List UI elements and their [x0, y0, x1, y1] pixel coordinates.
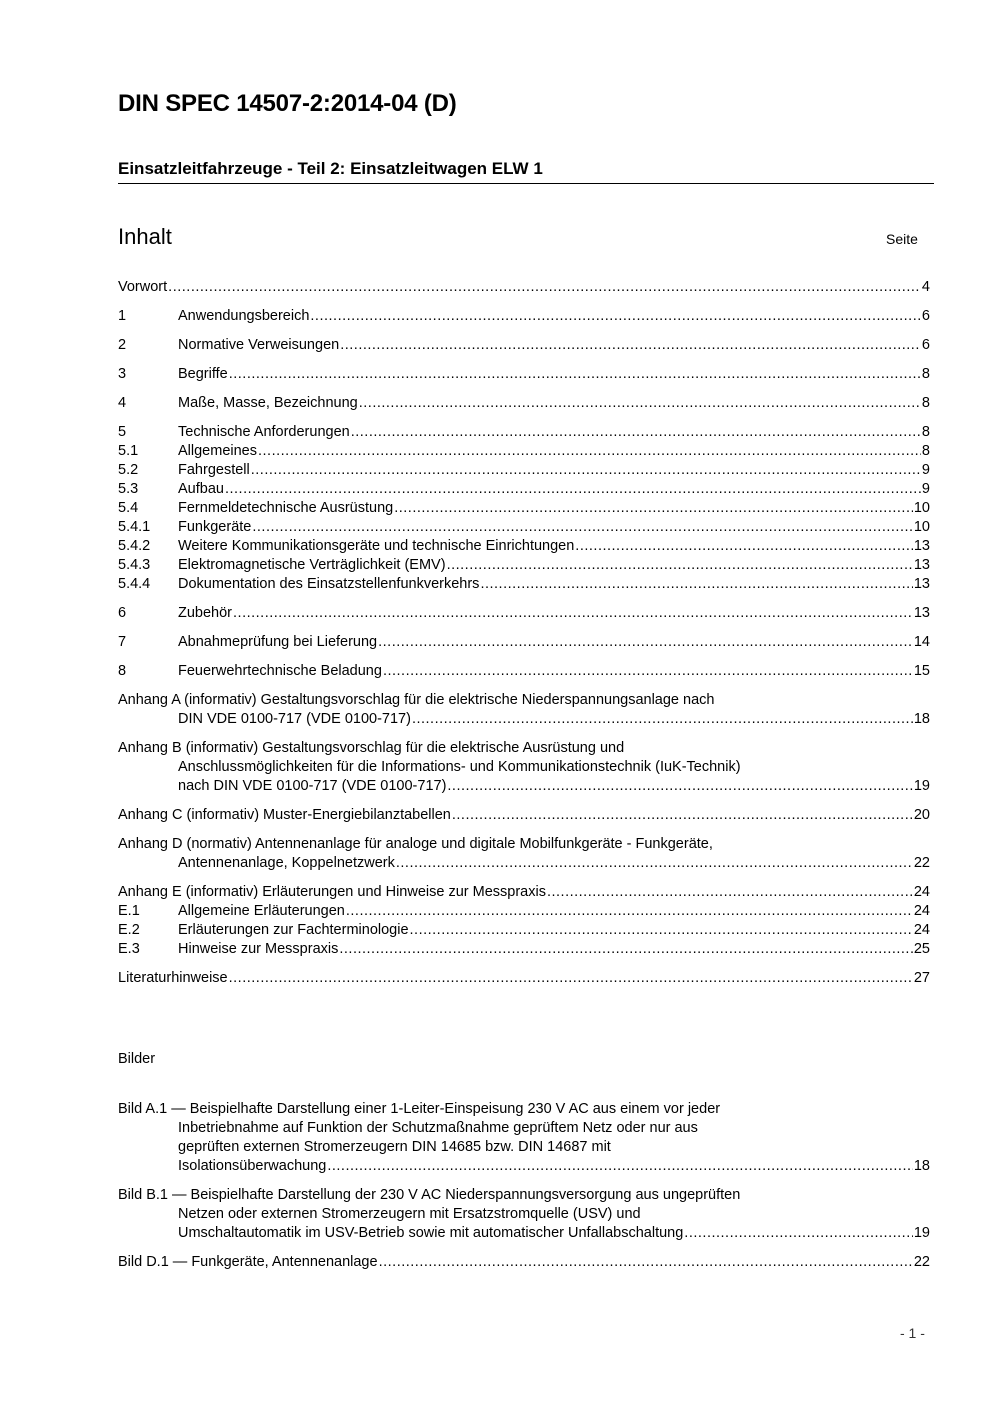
- toc-entry-page: 27: [913, 970, 930, 986]
- toc-entry-page: 13: [913, 576, 930, 592]
- page-number: - 1 -: [900, 1325, 925, 1341]
- toc-entry-number: 5: [118, 424, 127, 440]
- toc-entry[interactable]: [118, 806, 930, 825]
- toc-entry[interactable]: [118, 480, 930, 499]
- toc-entry-page: 10: [913, 500, 930, 516]
- toc-entry-number: 5.2: [118, 462, 139, 478]
- toc-entry-title: Anhang E (informativ) Erläuterungen und Hinweise zur Messpraxis: [118, 884, 546, 900]
- figure-title-line: Netzen oder externen Stromerzeugern mit Ersatzstromquelle (USV) und: [178, 1206, 641, 1222]
- toc-dot-leader: [447, 556, 913, 575]
- toc-entry[interactable]: [118, 633, 930, 652]
- toc-dot-leader: [452, 806, 913, 825]
- toc-entry-title: Erläuterungen zur Fachterminologie: [178, 922, 409, 938]
- toc-dot-leader: [233, 604, 913, 623]
- annex-title-line: Anhang B (informativ) Gestaltungsvorschlag für die elektrische Ausrüstung und: [118, 740, 625, 756]
- toc-dot-leader: [351, 423, 921, 442]
- toc-entry-number: E.3: [118, 941, 140, 957]
- toc-group: [118, 662, 930, 681]
- toc-entry-title: Allgemeines: [178, 443, 257, 459]
- toc-entry[interactable]: [118, 883, 930, 902]
- toc-dot-leader: [340, 336, 921, 355]
- annex-title-line: Anhang A (informativ) Gestaltungsvorschlag für die elektrische Niederspannungsanlage nach: [118, 692, 715, 708]
- toc-dot-leader: [394, 499, 913, 518]
- toc-entry[interactable]: [118, 556, 930, 575]
- toc-annex: [118, 806, 930, 825]
- toc-dot-leader: [168, 278, 921, 297]
- toc-annex: [118, 691, 930, 729]
- figure-title-line: Inbetriebnahme auf Funktion der Schutzmaßnahme geprüftem Netz oder nur aus: [178, 1120, 698, 1136]
- toc-entry-number: 8: [118, 663, 127, 679]
- toc-entry-number: 2: [118, 337, 127, 353]
- toc-annex: [118, 739, 930, 796]
- toc-dot-leader: [252, 518, 913, 537]
- toc-entry-number: 5.4.2: [118, 538, 151, 554]
- toc-entry[interactable]: [118, 604, 930, 623]
- toc-group: [118, 336, 930, 355]
- toc-entry-title: Maße, Masse, Bezeichnung: [178, 395, 358, 411]
- toc-entry[interactable]: [118, 1253, 930, 1272]
- toc-entry-title: Literaturhinweise: [118, 970, 228, 986]
- toc-entry[interactable]: [118, 499, 930, 518]
- toc-dot-leader: [412, 710, 913, 729]
- toc-dot-leader: [258, 442, 921, 461]
- toc-entry-title: Isolationsüberwachung: [178, 1158, 327, 1174]
- toc-entry-title: Begriffe: [178, 366, 228, 382]
- toc-group: [118, 633, 930, 652]
- toc-entry-title: Feuerwehrtechnische Beladung: [178, 663, 382, 679]
- toc-entry-number: 5.4.3: [118, 557, 151, 573]
- toc-entry-page: 19: [913, 1225, 930, 1241]
- toc-entry-title: Technische Anforderungen: [178, 424, 350, 440]
- toc-entry-title: Fahrgestell: [178, 462, 250, 478]
- toc-entry[interactable]: [118, 423, 930, 442]
- toc-entry-number: 5.4: [118, 500, 139, 516]
- toc-entry-title: Allgemeine Erläuterungen: [178, 903, 345, 919]
- toc-entry[interactable]: [118, 777, 930, 796]
- toc-dot-leader: [229, 365, 921, 384]
- figures-heading: Bilder: [118, 1051, 156, 1067]
- figure-entry: [118, 1100, 930, 1176]
- toc-entry-title: Weitere Kommunikationsgeräte und technische Einrichtungen: [178, 538, 575, 554]
- toc-entry-number: 5.4.1: [118, 519, 151, 535]
- toc-entry-page: 18: [913, 711, 930, 727]
- toc-entry-page: 8: [921, 424, 930, 440]
- toc-entry[interactable]: [118, 537, 930, 556]
- toc-entry-page: 24: [913, 903, 930, 919]
- figure-entry: [118, 1186, 930, 1243]
- toc-dot-leader: [339, 940, 913, 959]
- toc-entry-page: 4: [921, 279, 930, 295]
- toc-entry[interactable]: [118, 394, 930, 413]
- toc-entry-number: 3: [118, 366, 127, 382]
- toc-entry-title: Abnahmeprüfung bei Lieferung: [178, 634, 378, 650]
- toc-entry-page: 6: [921, 308, 930, 324]
- toc-entry-title: Anwendungsbereich: [178, 308, 310, 324]
- toc-dot-leader: [383, 662, 913, 681]
- toc-entry-page: 20: [913, 807, 930, 823]
- toc-heading: Inhalt: [118, 224, 172, 249]
- toc-entry-title: Funkgeräte: [178, 519, 252, 535]
- figure-title-line: geprüften externen Stromerzeugern DIN 14685 bzw. DIN 14687 mit: [178, 1139, 611, 1155]
- toc-entry-number: 5.3: [118, 481, 139, 497]
- toc-entry-page: 8: [921, 395, 930, 411]
- toc-dot-leader: [547, 883, 913, 902]
- toc-entry-page: 18: [913, 1158, 930, 1174]
- page-column-label: Seite: [886, 231, 918, 247]
- toc-entry[interactable]: [118, 940, 930, 959]
- toc-dot-leader: [251, 461, 921, 480]
- toc-entry-page: 13: [913, 605, 930, 621]
- toc-entry-title: Anhang C (informativ) Muster-Energiebilanztabellen: [118, 807, 451, 823]
- toc-entry[interactable]: [118, 1157, 930, 1176]
- toc-group: [118, 365, 930, 384]
- toc-entry-title: Vorwort: [118, 279, 168, 295]
- toc-dot-leader: [575, 537, 913, 556]
- toc-group: [118, 423, 930, 594]
- document-title: Einsatzleitfahrzeuge - Teil 2: Einsatzleitwagen ELW 1: [118, 159, 543, 178]
- toc-entry-page: 14: [913, 634, 930, 650]
- toc-entry-page: 6: [921, 337, 930, 353]
- toc-entry[interactable]: [118, 307, 930, 326]
- toc-entry-number: 5.1: [118, 443, 139, 459]
- toc-entry-title: DIN VDE 0100-717 (VDE 0100-717): [178, 711, 411, 727]
- toc-dot-leader: [378, 633, 913, 652]
- toc-entry-title: Hinweise zur Messpraxis: [178, 941, 339, 957]
- toc-entry-page: 9: [921, 481, 930, 497]
- toc-entry-page: 22: [913, 855, 930, 871]
- toc-entry-title: Aufbau: [178, 481, 224, 497]
- document-id: DIN SPEC 14507-2:2014-04 (D): [118, 90, 457, 117]
- table-of-contents: [118, 278, 930, 988]
- toc-entry-number: 4: [118, 395, 127, 411]
- toc-entry-number: 1: [118, 308, 127, 324]
- toc-entry[interactable]: [118, 278, 930, 297]
- toc-entry-title: Zubehör: [178, 605, 233, 621]
- toc-entry-title: Bild D.1 — Funkgeräte, Antennenanlage: [118, 1254, 378, 1270]
- toc-entry-number: E.1: [118, 903, 140, 919]
- toc-entry-title: Umschaltautomatik im USV-Betrieb sowie mit automatischer Unfallabschaltung: [178, 1225, 684, 1241]
- figure-title-line: Bild B.1 — Beispielhafte Darstellung der 230 V AC Niederspannungsversorgung aus ungeprüften: [118, 1187, 741, 1203]
- toc-entry-title: Elektromagnetische Verträglichkeit (EMV): [178, 557, 446, 573]
- toc-entry-page: 19: [913, 778, 930, 794]
- toc-bibliography: [118, 969, 930, 988]
- toc-entry[interactable]: [118, 442, 930, 461]
- toc-entry-title: Fernmeldetechnische Ausrüstung: [178, 500, 394, 516]
- toc-entry[interactable]: [118, 336, 930, 355]
- toc-dot-leader: [379, 1253, 913, 1272]
- toc-group: [118, 278, 930, 297]
- toc-annex: [118, 883, 930, 959]
- toc-entry[interactable]: [118, 461, 930, 480]
- toc-dot-leader: [396, 854, 913, 873]
- toc-entry[interactable]: [118, 902, 930, 921]
- toc-entry-number: 5.4.4: [118, 576, 151, 592]
- toc-entry-page: 13: [913, 538, 930, 554]
- toc-dot-leader: [480, 575, 912, 594]
- toc-group: [118, 604, 930, 623]
- toc-dot-leader: [327, 1157, 913, 1176]
- toc-entry-page: 25: [913, 941, 930, 957]
- toc-entry[interactable]: [118, 662, 930, 681]
- toc-dot-leader: [225, 480, 921, 499]
- toc-group: [118, 394, 930, 413]
- toc-entry-title: Antennenanlage, Koppelnetzwerk: [178, 855, 395, 871]
- toc-entry[interactable]: [118, 575, 930, 594]
- toc-group: [118, 307, 930, 326]
- annex-title-line: Anhang D (normativ) Antennenanlage für analoge und digitale Mobilfunkgeräte - Funkgeräte,: [118, 836, 713, 852]
- toc-entry-number: 7: [118, 634, 127, 650]
- toc-dot-leader: [310, 307, 921, 326]
- list-of-figures: [118, 1100, 930, 1272]
- toc-entry[interactable]: [118, 969, 930, 988]
- toc-dot-leader: [410, 921, 913, 940]
- figure-entry: [118, 1253, 930, 1272]
- toc-entry-page: 15: [913, 663, 930, 679]
- toc-entry-page: 22: [913, 1254, 930, 1270]
- toc-entry-page: 8: [921, 366, 930, 382]
- toc-entry[interactable]: [118, 854, 930, 873]
- toc-entry[interactable]: [118, 1224, 930, 1243]
- toc-dot-leader: [684, 1224, 913, 1243]
- toc-entry-number: E.2: [118, 922, 140, 938]
- title-divider: [118, 183, 934, 184]
- toc-entry-page: 9: [921, 462, 930, 478]
- toc-dot-leader: [359, 394, 921, 413]
- toc-entry-title: Normative Verweisungen: [178, 337, 340, 353]
- toc-entry[interactable]: [118, 921, 930, 940]
- annex-title-line: Anschlussmöglichkeiten für die Informations- und Kommunikationstechnik (IuK-Technik): [178, 759, 741, 775]
- toc-entry-page: 13: [913, 557, 930, 573]
- toc-entry[interactable]: [118, 365, 930, 384]
- toc-annex: [118, 835, 930, 873]
- figure-title-line: Bild A.1 — Beispielhafte Darstellung einer 1-Leiter-Einspeisung 230 V AC aus einem vor jeder: [118, 1101, 721, 1117]
- toc-entry-title: Dokumentation des Einsatzstellenfunkverkehrs: [178, 576, 480, 592]
- toc-entry-title: nach DIN VDE 0100-717 (VDE 0100-717): [178, 778, 447, 794]
- toc-dot-leader: [229, 969, 913, 988]
- toc-entry-page: 24: [913, 884, 930, 900]
- toc-dot-leader: [346, 902, 913, 921]
- toc-entry[interactable]: [118, 518, 930, 537]
- toc-dot-leader: [447, 777, 912, 796]
- toc-entry-page: 10: [913, 519, 930, 535]
- toc-entry-number: 6: [118, 605, 127, 621]
- toc-entry-page: 24: [913, 922, 930, 938]
- toc-entry[interactable]: [118, 710, 930, 729]
- toc-entry-page: 8: [921, 443, 930, 459]
